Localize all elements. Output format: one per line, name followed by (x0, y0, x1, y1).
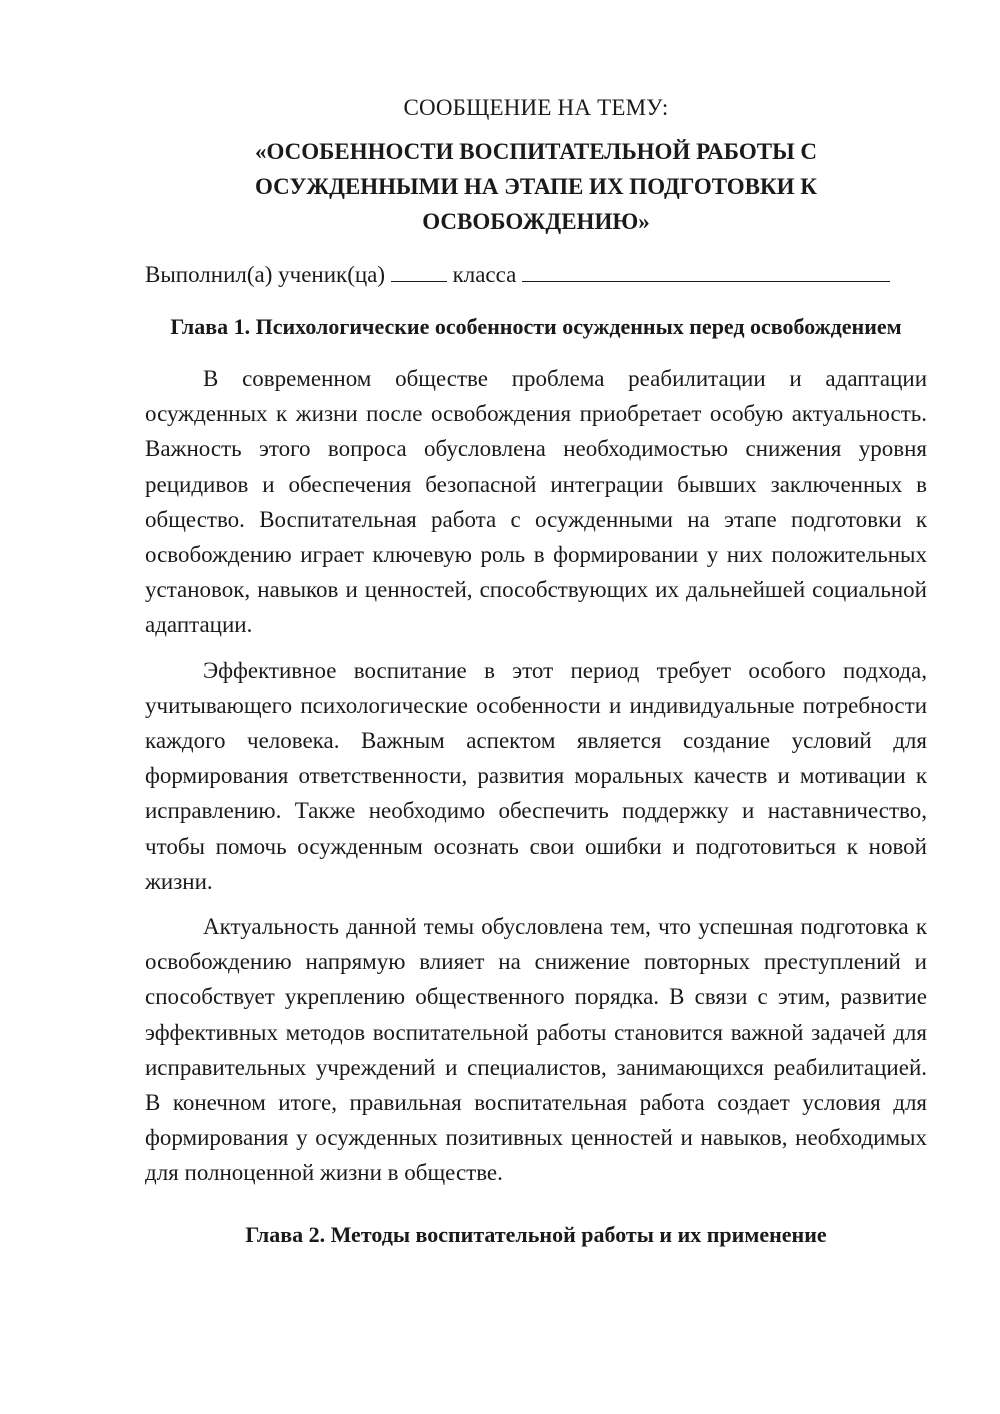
title-line-1: «ОСОБЕННОСТИ ВОСПИТАТЕЛЬНОЙ РАБОТЫ С (254, 139, 818, 164)
document-label: СООБЩЕНИЕ НА ТЕМУ: (403, 95, 669, 120)
grade-blank-field[interactable] (391, 259, 447, 282)
author-line (145, 259, 927, 291)
document-page (145, 92, 927, 1251)
name-blank-field[interactable] (522, 259, 890, 282)
chapter-1-paragraph-1: В современном обществе проблема реабилитации и адаптации осужденных к жизни после освобождения приобретает особую актуальность. Важность этого вопроса обусловлена необходимостью снижения уровня рецидивов и обеспечения безопасной интеграции бывших заключенных в общество. Воспитательная работа с осужденными на этапе подготовки к освобождению играет ключевую роль в формировании у них положительных установок, навыков и ценностей, способствующих их дальнейшей социальной адаптации. (145, 366, 927, 638)
chapter-1-paragraph-2: Эффективное воспитание в этот период требует особого подхода, учитывающего психологические особенности и индивидуальные потребности каждого человека. Важным аспектом является создание условий для формирования ответственности, развития моральных качеств и мотивации к исправлению. Также необходимо обеспечить поддержку и наставничество, чтобы помочь осужденным осознать свои ошибки и подготовиться к новой жизни. (145, 657, 927, 894)
chapter-1-heading: Глава 1. Психологические особенности осужденных перед освобождением (170, 314, 902, 339)
chapter-2-heading: Глава 2. Методы воспитательной работы и их применение (245, 1221, 827, 1247)
title-line-2: ОСУЖДЕННЫМИ НА ЭТАПЕ ИХ ПОДГОТОВКИ К (255, 174, 817, 199)
title-line-3: ОСВОБОЖДЕНИЮ» (422, 209, 650, 234)
chapter-1-paragraph-3: Актуальность данной темы обусловлена тем, что успешная подготовка к освобождению напрямую влияет на снижение повторных преступлений и способствует укреплению общественного порядка. В связи с этим, развитие эффективных методов воспитательной работы становится важной задачей для исправительных учреждений и специалистов, занимающихся реабилитацией. В конечном итоге, правильная воспитательная работа создает условия для формирования у осужденных позитивных ценностей и навыков, необходимых для полноценной жизни в обществе. (145, 914, 927, 1186)
author-class-label: класса (452, 262, 517, 287)
author-prefix: Выполнил(а) ученик(ца) (145, 262, 386, 287)
document-title (145, 134, 927, 239)
